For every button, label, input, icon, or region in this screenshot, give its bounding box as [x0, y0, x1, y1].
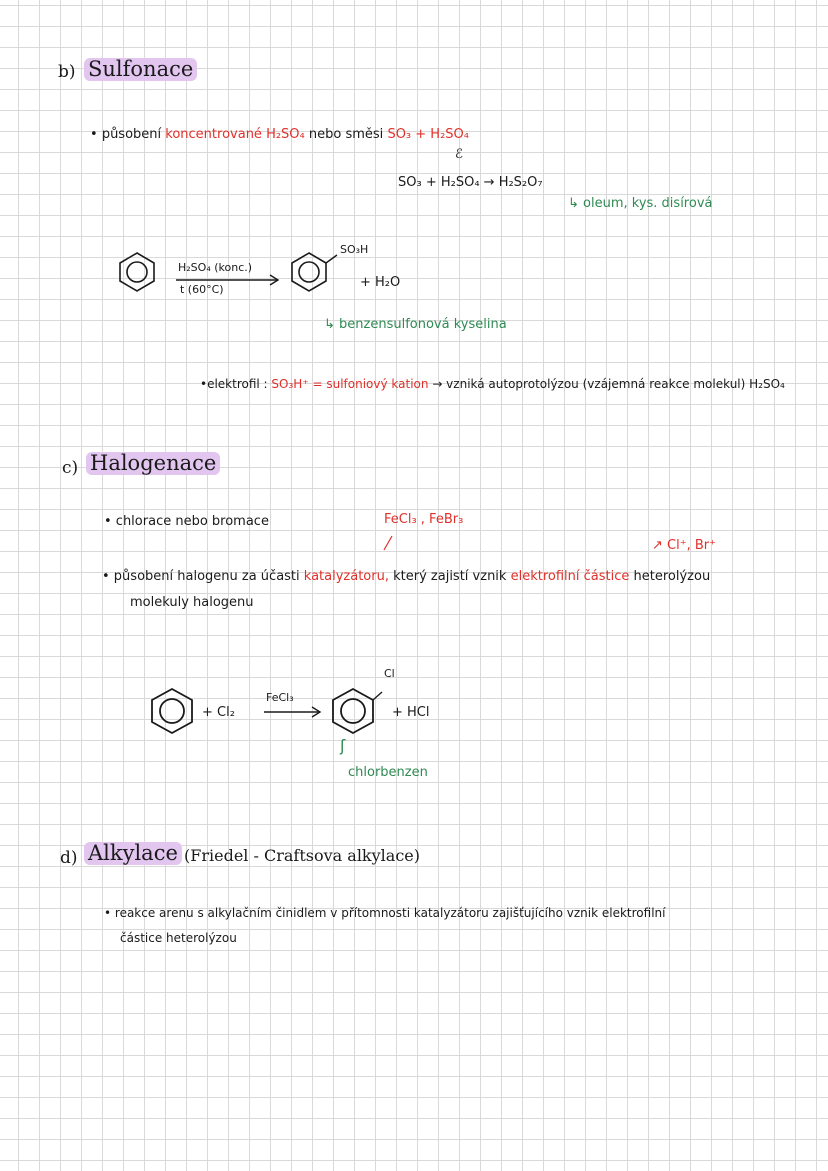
- text-katalyzatoru: katalyzátoru,: [303, 569, 389, 584]
- text-elektrofilni-castice: elektrofilní částice: [510, 569, 630, 584]
- catalyst-fecl3: FeCl₃: [266, 691, 294, 704]
- product-benzensulfonova: ↳ benzensulfonová kyselina: [324, 317, 507, 332]
- condition-temp: t (60°C): [180, 283, 224, 296]
- benzene-ring-icon: [117, 252, 157, 292]
- text-autoprotolyza: → vzniká autoprotolýzou (vzájemná reakce molekul) H₂SO₄: [432, 377, 785, 391]
- benzene-ring-icon: [149, 688, 195, 734]
- oleum-equation: SO₃ + H₂SO₄ → H₂S₂O₇: [398, 175, 543, 190]
- electrophile-line: [200, 378, 785, 390]
- substituent-so3h: SO₃H: [340, 243, 369, 256]
- section-title-sulfonace: Sulfonace: [84, 58, 197, 81]
- text-sulfoniovy-kation: SO₃H⁺ = sulfoniový kation: [271, 377, 429, 391]
- sulfonace-line1: [90, 128, 469, 141]
- section-subtitle-alkylace: (Friedel - Craftsova alkylace): [184, 846, 420, 865]
- benzene-ring-icon: [289, 252, 329, 292]
- halogenace-line2: [102, 570, 710, 583]
- text-nebo-smesi: nebo směsi: [308, 127, 384, 142]
- halogenace-ions: ↗ Cl⁺, Br⁺: [652, 538, 716, 553]
- arrow-icon: [262, 706, 326, 718]
- halogenace-catalysts: FeCl₃ , FeBr₃: [384, 512, 464, 527]
- section-label-b: b): [58, 62, 76, 82]
- product-chlorbenzen: chlorbenzen: [348, 765, 428, 780]
- section-title-halogenace: Halogenace: [86, 452, 220, 475]
- alkylace-line1: • reakce arenu s alkylačním činidlem v přítomnosti katalyzátoru zajišťujícího vznik elektrofilní: [104, 906, 666, 920]
- text-ktery-zajisti: který zajistí vznik: [393, 569, 507, 584]
- section-label-d: d): [60, 848, 78, 868]
- oleum-label: ↳ oleum, kys. disírová: [568, 196, 713, 211]
- plus-hcl: + HCl: [392, 705, 430, 720]
- plus-water: + H₂O: [360, 275, 401, 290]
- epsilon-mark: ℰ: [455, 147, 463, 162]
- condition-h2so4: H₂SO₄ (konc.): [178, 261, 253, 274]
- bullet: •: [90, 127, 98, 142]
- arrow-icon: [174, 274, 284, 286]
- section-title-alkylace: Alkylace: [84, 842, 182, 865]
- halogenace-bullet1: • chlorace nebo bromace: [104, 514, 269, 529]
- text-koncentrovane: koncentrované H₂SO₄: [165, 127, 305, 142]
- text-so3-h2so4: SO₃ + H₂SO₄: [387, 127, 469, 142]
- plus-cl2: + Cl₂: [202, 705, 235, 720]
- halogenace-line3: molekuly halogenu: [130, 595, 254, 610]
- arrow-icon: [382, 534, 394, 552]
- text-elektrofil: •elektrofil :: [200, 377, 268, 391]
- text-heterolyzou: heterolýzou: [633, 569, 711, 584]
- substituent-cl: Cl: [384, 667, 395, 680]
- text-pusobeni: působení: [101, 127, 162, 142]
- section-label-c: c): [62, 458, 79, 478]
- text-pusobeni-halogenu: • působení halogenu za účasti: [102, 569, 300, 584]
- alkylace-line2: částice heterolýzou: [120, 931, 237, 945]
- product-curl: ʃ: [340, 736, 346, 755]
- benzene-ring-icon: [330, 688, 376, 734]
